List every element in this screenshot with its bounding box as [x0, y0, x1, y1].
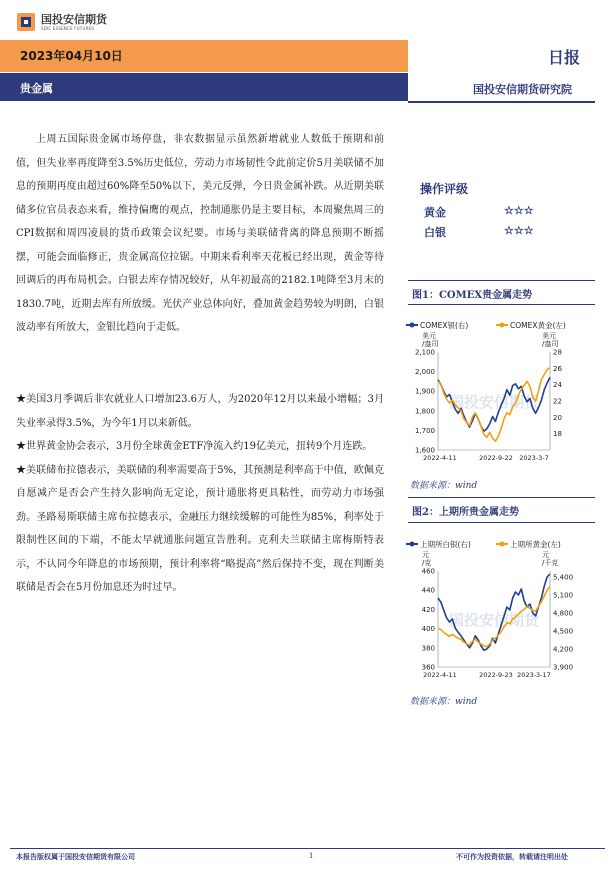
news-bullet-2: ★世界黄金协会表示，3月份全球黄金ETF净流入约19亿美元，扭转9个月连跌。 [16, 441, 373, 452]
right-tick-label: 4,200 [553, 645, 574, 654]
left-tick-label: 1,900 [414, 387, 435, 396]
legend-label-1: 上期所白银(右) [420, 540, 471, 549]
news-bullet-1: ★美国3月季调后非农就业人口增加23.6万人，为2020年12月以来最小增幅；3月失业率录得3.5%，为今年1月以来新低。 [16, 394, 384, 429]
news-bullet-3: ★美联储布拉德表示，美联储的利率需要高于5%，其预测是利率高于中值，欧佩克自愿减产是否会产生持久影响尚无定论，预计通胀将更具粘性，而劳动力市场强劲。圣路易斯联储主席布拉德表示，金融压力继续缓解的可能性为85%，利率处于限制性区间的下端，不能太早就通胀问题宣告胜利。克利夫兰联储主席梅斯特表示，不认同今年降息的市场预期，预计利率将“略提高”然后保持不变，现在判断美联储是否会在5月份加息还为时过早。 [16, 464, 384, 593]
right-tick-label: 5,400 [553, 573, 574, 582]
rating-name: 黄金 [424, 206, 446, 219]
report-date: 2023年04月10日 [20, 49, 123, 63]
left-tick-label: 2,000 [414, 368, 435, 377]
logo-name-en: SDIC ESSENCE FUTURES [41, 25, 95, 31]
fig1-top-rule [408, 280, 595, 281]
comex-chart [404, 318, 584, 468]
left-tick-label: 1,600 [414, 446, 435, 455]
page-number: 1 [309, 852, 314, 860]
left-tick-label: 440 [421, 586, 435, 595]
right-tick-label: 20 [553, 413, 562, 422]
legend-marker-2 [500, 323, 505, 328]
x-tick-label: 2022-9-23 [479, 671, 513, 679]
legend-label-2: 上期所黄金(左) [510, 540, 561, 549]
legend-label-1: COMEX银(右) [420, 321, 469, 330]
rating-name: 白银 [424, 226, 446, 239]
left-tick-label: 360 [421, 663, 435, 672]
report-type: 日报 [548, 48, 581, 67]
fig2-title: 图2：上期所贵金属走势 [412, 507, 519, 518]
fig1-source: 数据来源：wind [410, 481, 478, 491]
right-tick-label: 24 [553, 381, 562, 390]
right-tick-label: 3,900 [553, 663, 574, 672]
fig2-source: 数据来源：wind [410, 697, 478, 707]
category-banner [0, 73, 408, 101]
footer-disclaimer: 不可作为投资依据，转载请注明出处 [456, 852, 568, 861]
watermark: 国投安信期货 [448, 611, 540, 629]
legend-label-2: COMEX黄金(左) [510, 321, 566, 330]
x-tick-label: 2022-9-22 [479, 454, 513, 462]
left-tick-label: 400 [421, 625, 435, 634]
left-tick-label: 420 [421, 605, 435, 614]
company-logo [16, 12, 107, 32]
logo-icon [16, 12, 36, 32]
rating-stars: ☆☆☆ [504, 204, 534, 217]
institute-name: 国投安信期货研究院 [473, 83, 572, 96]
rating-gold [424, 204, 564, 220]
watermark: 国投安信期货 [448, 393, 540, 411]
news-bullets [16, 388, 384, 600]
chart-legend [406, 320, 566, 330]
x-tick-label: 2022-4-11 [423, 454, 457, 462]
x-tick-label: 2023-3-17 [517, 671, 551, 679]
left-tick-label: 2,100 [414, 348, 435, 357]
header-divider [408, 101, 595, 103]
left-axis-unit: /克 [422, 559, 432, 567]
legend-marker-2 [500, 542, 505, 547]
rating-title: 操作评级 [420, 182, 469, 196]
x-tick-label: 2023-3-7 [519, 454, 549, 462]
right-axis-unit: /盎司 [542, 340, 559, 348]
right-axis-unit: 元 [542, 551, 549, 559]
rating-stars: ☆☆☆ [504, 224, 534, 237]
fig1-title: 图1：COMEX贵金属走势 [412, 290, 533, 301]
right-tick-label: 5,100 [553, 591, 574, 600]
rating-silver [424, 224, 564, 240]
left-tick-label: 380 [421, 644, 435, 653]
footer-copyright: 本报告版权属于国投安信期货有限公司 [16, 852, 135, 861]
market-commentary [16, 128, 384, 340]
x-tick-label: 2022-4-11 [423, 671, 457, 679]
right-axis-unit: 美元 [542, 332, 556, 340]
right-axis-unit: /千克 [542, 559, 559, 567]
logo-name-cn: 国投安信期货 [41, 12, 107, 26]
left-tick-label: 1,700 [414, 426, 435, 435]
fig2-title-rule [408, 522, 595, 523]
left-tick-label: 460 [421, 567, 435, 576]
right-tick-label: 28 [553, 348, 562, 357]
right-tick-label: 22 [553, 397, 562, 406]
fig2-top-rule [408, 497, 595, 498]
footer-divider [10, 848, 605, 849]
legend-marker-1 [410, 323, 415, 328]
right-tick-label: 4,800 [553, 609, 574, 618]
right-tick-label: 18 [553, 430, 562, 439]
right-tick-label: 4,500 [553, 627, 574, 636]
left-tick-label: 1,800 [414, 407, 435, 416]
fig1-title-rule [408, 304, 595, 305]
commentary-paragraph: 上周五国际贵金属市场停盘，非农数据显示虽然新增就业人数低于预期和前值，但失业率再度降至3.5%历史低位，劳动力市场韧性令此前定价5月美联储不加息的预期再度由超过60%降至50%以下，美元反弹，今日贵金属补跌。从近期美联储多位官员表态来看，维持偏鹰的观点，控制通胀仍是主要目标，本周聚焦周三的CPI数据和周四凌晨的货币政策会议纪要。市场与美联储背离的降息预期不断摇摆，可能会面临修正，贵金属高位拉锯。中期来看利率天花板已经出现，黄金等待回调后的再布局机会。白银去库存情况较好，从年初最高的2182.1吨降至3月末的1830.7吨，近期去库有所放缓。光伏产业总体向好，叠加黄金趋势较为明朗，白银波动率有所放大，金银比趋向于走低。 [16, 134, 384, 333]
shfe-chart [404, 537, 584, 685]
left-axis-unit: 元 [422, 551, 429, 559]
chart-legend [406, 539, 561, 549]
left-axis-unit: /盎司 [422, 340, 439, 348]
left-axis-unit: 美元 [422, 332, 436, 340]
right-tick-label: 26 [553, 364, 562, 373]
legend-marker-1 [410, 542, 415, 547]
report-category: 贵金属 [20, 82, 53, 95]
